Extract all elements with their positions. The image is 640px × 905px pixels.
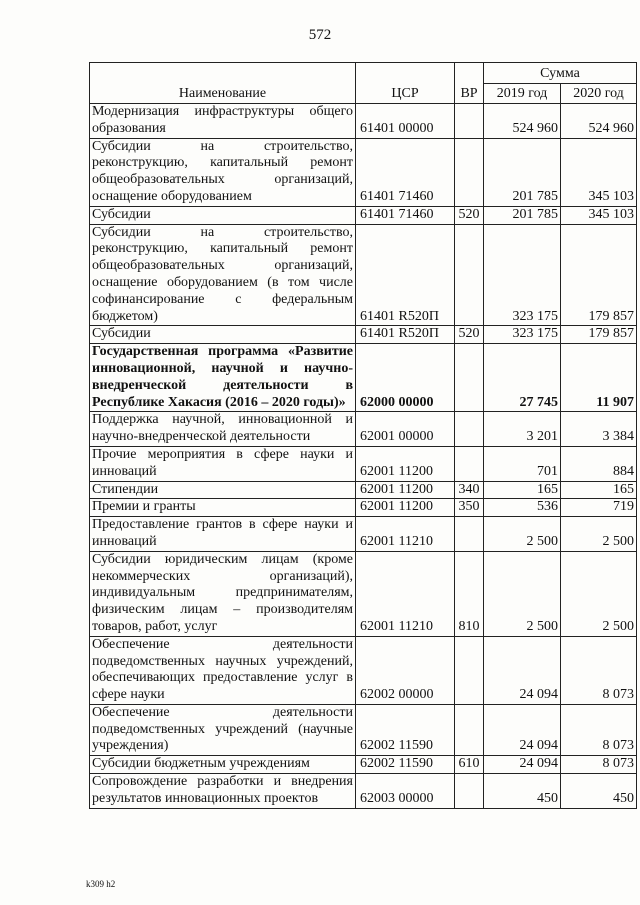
table-row [90,481,637,499]
cell-name: Субсидии [90,206,356,224]
cell-csr: 61401 R520П [356,224,455,326]
cell-vr [455,104,484,139]
cell-vr: 340 [455,481,484,499]
cell-csr: 61401 71460 [356,138,455,206]
page-number: 572 [308,27,332,43]
cell-name: Модернизация инфраструктуры общего образования [90,104,356,139]
cell-name: Предоставление грантов в сфере науки и инноваций [90,517,356,552]
cell-2019: 524 960 [484,104,561,139]
cell-vr [455,774,484,809]
header-csr: ЦСР [356,63,455,104]
table-row [90,326,637,344]
table-row [90,412,637,447]
cell-name: Субсидии юридическим лицам (кроме некоммерческих организаций), индивидуальным предпринимателям, физическим лицам – производителям товаров, работ, услуг [90,551,356,636]
cell-2020: 3 384 [561,412,637,447]
cell-vr [455,224,484,326]
cell-vr: 520 [455,206,484,224]
cell-2019: 450 [484,774,561,809]
table-row [90,206,637,224]
cell-name: Сопровождение разработки и внедрения результатов инновационных проектов [90,774,356,809]
cell-2019: 201 785 [484,138,561,206]
cell-2019: 323 175 [484,326,561,344]
cell-vr [455,446,484,481]
table-row [90,104,637,139]
cell-2019: 201 785 [484,206,561,224]
cell-2020: 179 857 [561,224,637,326]
cell-2020: 345 103 [561,206,637,224]
budget-table [89,62,637,809]
cell-2020: 524 960 [561,104,637,139]
cell-csr: 62000 00000 [356,344,455,412]
table-row [90,636,637,704]
cell-2020: 450 [561,774,637,809]
cell-2020: 719 [561,499,637,517]
cell-csr: 62002 11590 [356,756,455,774]
cell-vr [455,412,484,447]
cell-csr: 61401 71460 [356,206,455,224]
table-body [90,104,637,809]
footer-code: k309 h2 [86,879,116,889]
cell-2019: 701 [484,446,561,481]
cell-2020: 8 073 [561,704,637,755]
table-row [90,756,637,774]
cell-2019: 24 094 [484,636,561,704]
cell-csr: 62001 11200 [356,446,455,481]
table-row [90,344,637,412]
cell-name: Поддержка научной, инновационной и научно-внедренческой деятельности [90,412,356,447]
table-row [90,499,637,517]
cell-2019: 24 094 [484,704,561,755]
cell-vr: 350 [455,499,484,517]
cell-2019: 3 201 [484,412,561,447]
cell-2020: 8 073 [561,636,637,704]
cell-2019: 323 175 [484,224,561,326]
cell-vr: 520 [455,326,484,344]
cell-vr [455,636,484,704]
cell-2020: 165 [561,481,637,499]
cell-csr: 62001 11210 [356,517,455,552]
cell-2019: 165 [484,481,561,499]
cell-2020: 11 907 [561,344,637,412]
cell-vr: 610 [455,756,484,774]
cell-csr: 62001 11210 [356,551,455,636]
cell-vr [455,517,484,552]
header-sum: Сумма [484,63,637,84]
cell-name: Субсидии на строительство, реконструкцию, капитальный ремонт общеобразовательных организаций, оснащение оборудованием (в том числе софинансирование с федеральным бюджетом) [90,224,356,326]
cell-csr: 61401 00000 [356,104,455,139]
cell-2020: 345 103 [561,138,637,206]
cell-name: Субсидии [90,326,356,344]
cell-2020: 179 857 [561,326,637,344]
cell-2019: 536 [484,499,561,517]
table-row [90,704,637,755]
cell-name: Премии и гранты [90,499,356,517]
cell-2020: 2 500 [561,551,637,636]
cell-name: Субсидии на строительство, реконструкцию, капитальный ремонт общеобразовательных организаций, оснащение оборудованием [90,138,356,206]
table-row [90,774,637,809]
header-year-2020: 2020 год [561,83,637,104]
cell-vr [455,704,484,755]
cell-csr: 62002 11590 [356,704,455,755]
cell-name: Обеспечение деятельности подведомственных научных учреждений, обеспечивающих предоставление услуг в сфере науки [90,636,356,704]
cell-name: Государственная программа «Развитие инновационной, научной и научно-внедренческой деятельности в Республике Хакасия (2016 – 2020 годы)» [90,344,356,412]
table-row [90,138,637,206]
table-row [90,224,637,326]
cell-name: Прочие мероприятия в сфере науки и инноваций [90,446,356,481]
cell-2019: 2 500 [484,517,561,552]
cell-vr [455,138,484,206]
cell-2020: 2 500 [561,517,637,552]
cell-name: Стипендии [90,481,356,499]
cell-csr: 62002 00000 [356,636,455,704]
table-row [90,446,637,481]
cell-vr [455,344,484,412]
cell-name: Субсидии бюджетным учреждениям [90,756,356,774]
cell-2019: 2 500 [484,551,561,636]
cell-csr: 62003 00000 [356,774,455,809]
cell-vr: 810 [455,551,484,636]
cell-2020: 8 073 [561,756,637,774]
cell-csr: 61401 R520П [356,326,455,344]
header-name: Наименование [90,63,356,104]
cell-csr: 62001 11200 [356,499,455,517]
cell-name: Обеспечение деятельности подведомственных учреждений (научные учреждения) [90,704,356,755]
table-row [90,517,637,552]
cell-2020: 884 [561,446,637,481]
header-vr: ВР [455,63,484,104]
table-row [90,551,637,636]
cell-csr: 62001 11200 [356,481,455,499]
cell-csr: 62001 00000 [356,412,455,447]
cell-2019: 27 745 [484,344,561,412]
header-year-2019: 2019 год [484,83,561,104]
cell-2019: 24 094 [484,756,561,774]
